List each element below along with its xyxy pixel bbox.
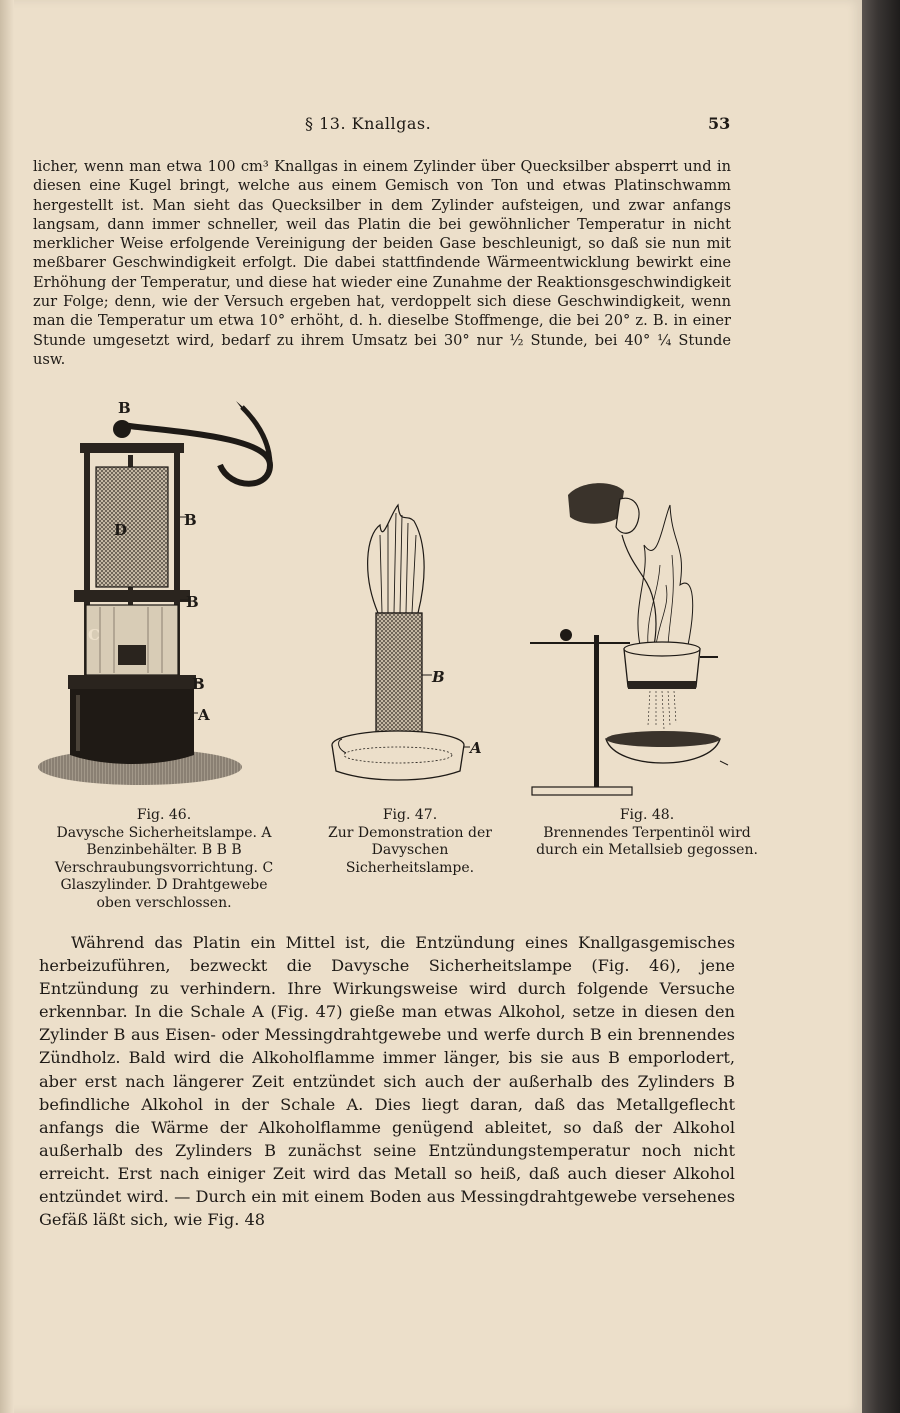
label-c: C — [88, 626, 100, 644]
label-d: D — [114, 521, 128, 539]
label-a: A — [470, 739, 482, 757]
paragraph-bottom: Während das Platin ein Mittel ist, die Entzündung eines Knallgasgemisches herbeizuführen, bezweckt die Davysche Sicherheitslampe (Fig. 46), jene Entzündung zu verhindern. Ihre Wirkungsweise wird durch folgende Versuche erkennbar. In die Schale A (Fig. 47) gieße man etwas Alkohol, setze in diesen den Zylinder B aus Eisen- oder Messingdrahtgewebe und werfe durch B ein brennendes Zündholz. Bald wird die Alkoholflamme immer länger, bis sie aus B emporlodert, aber erst nach längerer Zeit entzündet sich auch der außerhalb des Zylinders B befindliche Alkohol in der Schale A. Dies liegt daran, daß das Metallgeflecht anfangs die Wärme der Alkoholflamme genügend ableitet, so daß der Alkohol außerhalb des Zylinders B zunächst seine Entzündungstemperatur noch nicht erreicht. Erst nach einiger Zeit wird das Metall so heiß, daß auch dieser Alkohol entzündet wird. — Durch ein mit einem Boden aus Messingdrahtgewebe versehenes Gefäß läßt sich, wie Fig. 48 — [39, 933, 735, 1230]
figure-46 — [30, 395, 290, 915]
figure-48 — [520, 395, 770, 915]
figure-48-number: Fig. 48. — [619, 807, 675, 823]
label-b3: B — [192, 675, 205, 693]
section-title: § 13. Knallgas. — [305, 114, 432, 133]
figure-48-caption-block — [524, 807, 770, 860]
label-b2: B — [186, 593, 199, 611]
figures-row — [30, 395, 770, 915]
running-header — [0, 114, 862, 138]
paragraph-top: licher, wenn man etwa 100 cm³ Knallgas in einem Zylinder über Quecksilber absperrt und in diesen eine Kugel bringt, welche aus einem Gemisch von Ton und etwas Platinschwamm hergestellt ist. Man sieht das Quecksilber in dem Zylinder aufsteigen, und zwar anfangs langsam, dann immer schneller, weil das Platin die bei gewöhnlicher Temperatur in nicht merklicher Weise erfolgende Vereinigung der beiden Gase beschleunigt, so daß sie nun mit meßbarer Geschwindigkeit erfolgt. Die dabei stattfindende Wärmeentwicklung bewirkt eine Erhöhung der Temperatur, und diese hat wieder eine Zunahme der Reaktionsgeschwindigkeit zur Folge; denn, wie der Versuch ergeben hat, verdoppelt sich diese Geschwindigkeit, wenn man die Temperatur um etwa 10° erhöht, d. h. dieselbe Stoffmenge, die bei 20° z. B. in einer Stunde umgesetzt wird, bedarf zu ihrem Umsatz bei 30° nur ½ Stunde, bei 40° ¼ Stunde usw. — [33, 158, 731, 368]
figure-47-number: Fig. 47. — [382, 807, 438, 823]
label-b1: B — [184, 511, 197, 529]
label-a: A — [198, 706, 210, 724]
figure-46-number: Fig. 46. — [136, 807, 192, 823]
label-b: B — [432, 668, 445, 686]
page-gutter — [0, 0, 14, 1413]
label-b-top: B — [118, 399, 131, 417]
pouring-illustration — [520, 395, 770, 805]
figure-48-caption: Brennendes Terpentinöl wird durch ein Metallsieb gegossen. — [536, 824, 758, 858]
figure-47 — [310, 395, 510, 915]
davy-lamp-illustration — [30, 395, 290, 805]
wire-cylinder-illustration — [310, 395, 510, 805]
figure-47-caption: Zur Demonstration der Davyschen Sicherheitslampe. — [328, 824, 492, 876]
figure-47-caption-block — [310, 807, 510, 877]
book-binding-edge — [862, 0, 900, 1413]
page-number: 53 — [708, 114, 731, 133]
figure-46-caption-block — [48, 807, 280, 912]
figure-46-caption: Davysche Sicherheitslampe. A Benzinbehälter. B B B Verschraubungsvorrichtung. C Glaszylinder. D Drahtgewebe oben verschlossen. — [54, 824, 274, 911]
